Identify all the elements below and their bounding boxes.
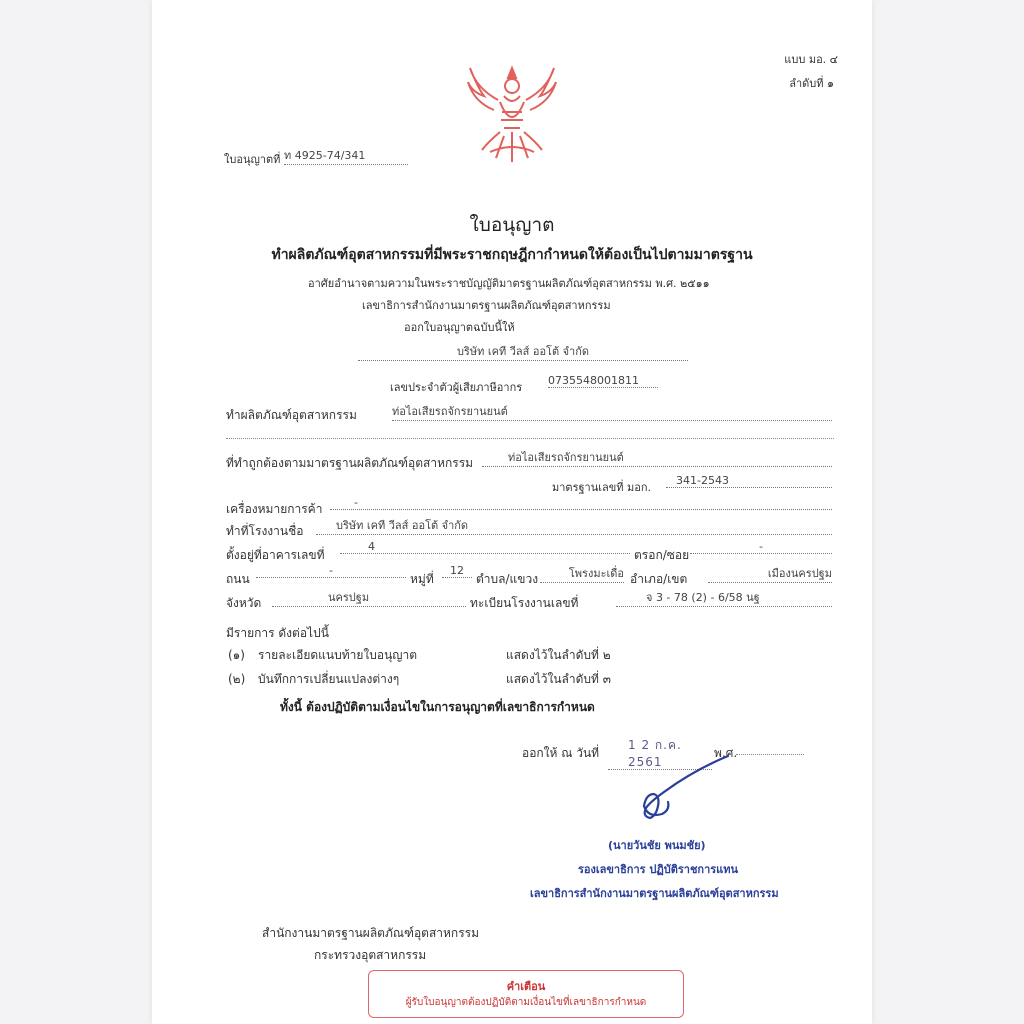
form-number: แบบ มอ. ๔ — [784, 53, 838, 66]
alley-value: - — [690, 540, 832, 554]
tax-id-label: เลขประจำตัวผู้เสียภาษีอากร — [390, 381, 523, 394]
issue-date-value: 1 2 ก.ค. 2561 — [608, 736, 712, 770]
factory-registration-value: จ 3 - 78 (2) - 6/58 นฐ — [616, 588, 832, 607]
signature-icon — [634, 748, 734, 828]
authority-text: อาศัยอำนาจตามความในพระราชบัญญัติมาตรฐานผลิตภัณฑ์อุตสาหกรรม พ.ศ. ๒๕๑๑ — [308, 277, 710, 290]
standard-product-value: ท่อไอเสียรถจักรยานยนต์ — [482, 448, 832, 467]
signatory-position: รองเลขาธิการ ปฏิบัติราชการแทน — [578, 863, 739, 876]
standard-product-label: ที่ทำถูกต้องตามมาตรฐานผลิตภัณฑ์อุตสาหกรรม — [226, 456, 474, 470]
factory-registration-label: ทะเบียนโรงงานเลขที่ — [470, 596, 579, 610]
condition-text: ทั้งนี้ ต้องปฏิบัติตามเงื่อนไขในการอนุญาตที่เลขาธิการกำหนด — [280, 700, 595, 714]
document-subtitle: ทำผลิตภัณฑ์อุตสาหกรรมที่มีพระราชกฤษฎีกากำหนดให้ต้องเป็นไปตามมาตรฐาน — [271, 247, 753, 263]
warning-box — [368, 970, 684, 1018]
issue-date-label: ออกให้ ณ วันที่ — [522, 746, 600, 760]
warning-title: คำเตือน — [506, 980, 546, 993]
issue-to-text: ออกใบอนุญาตฉบับนี้ให้ — [404, 321, 515, 334]
footer-organization: สำนักงานมาตรฐานผลิตภัณฑ์อุตสาหกรรม — [262, 926, 480, 940]
district-label: อำเภอ/เขต — [630, 572, 688, 586]
license-number-value: ท 4925-74/341 — [284, 146, 408, 165]
district-value: เมืองนครปฐม — [708, 564, 832, 583]
footer-ministry: กระทรวงอุตสาหกรรม — [314, 948, 427, 962]
item-text: รายละเอียดแนบท้ายใบอนุญาต — [258, 648, 418, 662]
item-text: บันทึกการเปลี่ยนแปลงต่างๆ — [258, 672, 400, 686]
factory-name-value: บริษัท เคที วีลส์ ออโต้ จำกัด — [316, 516, 832, 535]
signatory-office: เลขาธิการสำนักงานมาตรฐานผลิตภัณฑ์อุตสาหกรรม — [530, 887, 779, 900]
alley-label: ตรอก/ซอย — [634, 548, 690, 562]
trademark-label: เครื่องหมายการค้า — [226, 502, 323, 516]
product-label: ทำผลิตภัณฑ์อุตสาหกรรม — [226, 408, 357, 422]
signatory-name: (นายวันชัย พนมชัย) — [608, 839, 706, 852]
building-number-value: 4 — [340, 540, 630, 554]
warning-text: ผู้รับใบอนุญาตต้องปฏิบัติตามเงื่อนไขที่เลขาธิการกำหนด — [405, 997, 647, 1008]
secretary-general-text: เลขาธิการสำนักงานมาตรฐานผลิตภัณฑ์อุตสาหกรรม — [362, 299, 611, 312]
license-document — [152, 0, 872, 1024]
document-title: ใบอนุญาต — [469, 214, 555, 236]
moo-label: หมู่ที่ — [410, 572, 434, 586]
road-label: ถนน — [226, 572, 250, 586]
item-number: (๒) — [228, 672, 246, 686]
standard-number-value: 341-2543 — [666, 474, 832, 488]
moo-value: 12 — [442, 564, 472, 578]
standard-number-label: มาตรฐานเลขที่ มอก. — [552, 481, 652, 494]
issue-date-line — [736, 754, 804, 755]
garuda-emblem-icon — [464, 62, 560, 166]
building-number-label: ตั้งอยู่ที่อาคารเลขที่ — [226, 548, 325, 562]
item-reference: แสดงไว้ในลำดับที่ ๓ — [506, 672, 611, 686]
subdistrict-value: โพรงมะเดื่อ — [540, 564, 624, 583]
product-extra-line — [226, 438, 834, 439]
tax-id-value: 0735548001811 — [548, 374, 658, 388]
item-reference: แสดงไว้ในลำดับที่ ๒ — [506, 648, 611, 662]
product-value: ท่อไอเสียรถจักรยานยนต์ — [392, 402, 832, 421]
factory-name-label: ทำที่โรงงานชื่อ — [226, 524, 304, 538]
items-heading: มีรายการ ดังต่อไปนี้ — [226, 626, 329, 640]
order-number: ลำดับที่ ๑ — [789, 77, 834, 90]
item-number: (๑) — [228, 648, 245, 662]
license-number-label: ใบอนุญาตที่ — [224, 153, 281, 166]
road-value: - — [256, 564, 406, 578]
issue-date-era: พ.ศ. — [714, 746, 738, 760]
province-value: นครปฐม — [272, 588, 466, 607]
province-label: จังหวัด — [226, 596, 262, 610]
trademark-value: - — [330, 496, 832, 510]
subdistrict-label: ตำบล/แขวง — [476, 572, 539, 586]
licensee-name: บริษัท เคที วีลส์ ออโต้ จำกัด — [358, 342, 688, 361]
